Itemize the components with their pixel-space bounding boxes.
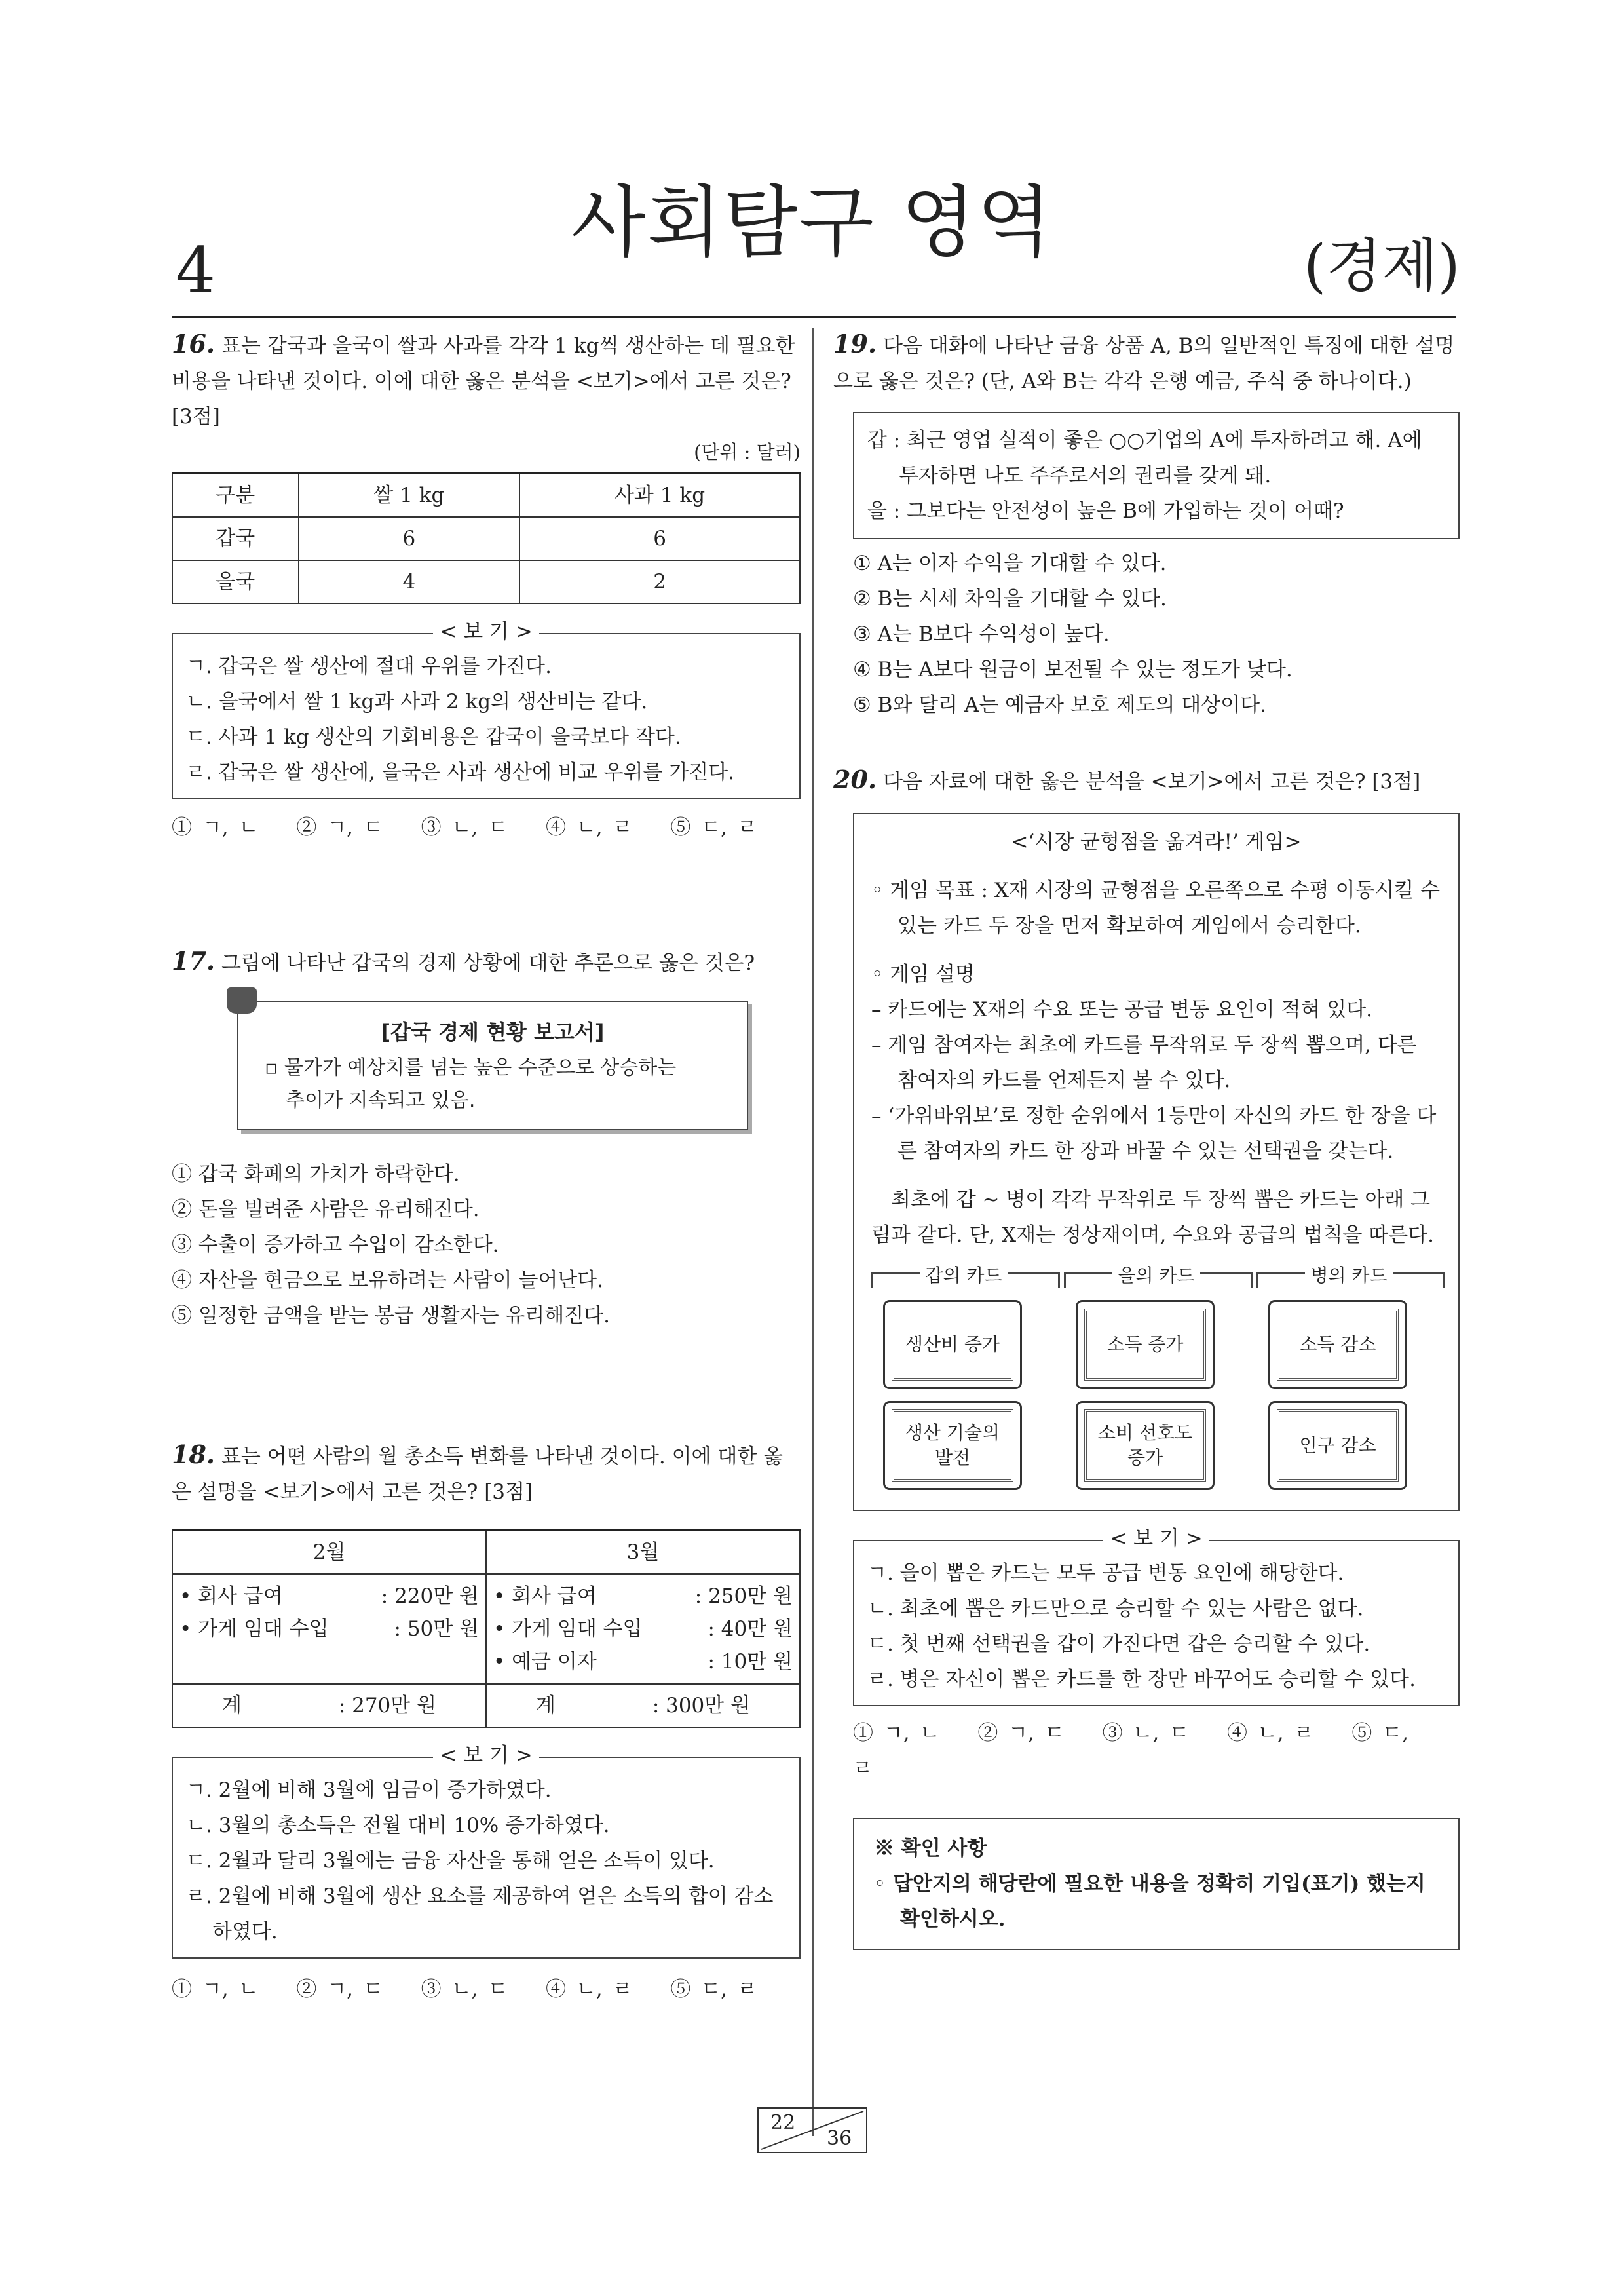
table-cell: 6 — [519, 517, 800, 560]
card — [883, 1300, 1022, 1389]
total-value: : 270만 원 — [338, 1694, 437, 1717]
confirm-text: ◦ 답안지의 해당란에 필요한 내용을 정확히 기입(표기) 했는지 확인하시오. — [874, 1872, 1426, 1931]
choice-1[interactable]: ① ㄱ, ㄴ — [172, 816, 259, 839]
item-label: • 가게 임대 수입 — [179, 1617, 329, 1641]
income-table — [172, 1529, 801, 1728]
total-cell — [486, 1684, 800, 1727]
item-value: : 10만 원 — [708, 1650, 793, 1674]
bogi-box — [172, 1744, 801, 1959]
confirm-box — [853, 1818, 1460, 1950]
question-stem: 다음 자료에 대한 옳은 분석을 <보기>에서 고른 것은? [3점] — [882, 770, 1421, 794]
table-cell: 6 — [299, 517, 520, 560]
card-sets — [871, 1265, 1441, 1495]
table-cell: 4 — [299, 560, 520, 603]
answer-choices — [853, 546, 1460, 723]
left-column — [172, 326, 801, 2007]
choice-2[interactable]: ② 돈을 빌려준 사람은 유리해진다. — [172, 1198, 480, 1221]
card — [1076, 1401, 1215, 1490]
card-label: 생산 기술의 발전 — [892, 1409, 1013, 1482]
card-set-gap — [871, 1265, 1056, 1495]
card — [1268, 1300, 1407, 1389]
table-header: 구분 — [172, 474, 299, 518]
choice-3[interactable]: ③ A는 B보다 수익성이 높다. — [853, 622, 1110, 646]
choice-3[interactable]: ③ 수출이 증가하고 수입이 감소한다. — [172, 1233, 499, 1257]
item-label: • 회사 급여 — [493, 1584, 597, 1608]
card-owner: 갑의 카드 — [920, 1265, 1007, 1286]
card-owner: 을의 카드 — [1112, 1265, 1199, 1286]
choice-4[interactable]: ④ ㄴ, ㄹ — [545, 816, 633, 839]
card-label: 소득 증가 — [1084, 1309, 1206, 1381]
question-16 — [172, 326, 801, 845]
dialog-line: 갑 : 최근 영업 실적이 좋은 ○○기업의 A에 투자하려고 해. A에 투자하면 나도 주주로서의 권리를 갖게 돼. — [867, 429, 1422, 488]
bogi-item: ㄴ. 3월의 총소득은 전월 대비 10% 증가하였다. — [186, 1814, 610, 1837]
card-label: 인구 감소 — [1277, 1409, 1399, 1482]
table-row — [172, 517, 800, 560]
question-number: 16. — [172, 329, 216, 358]
report-title: [갑국 경제 현황 보고서] — [381, 1020, 605, 1044]
question-number: 20. — [833, 765, 877, 794]
item-label: • 예금 이자 — [493, 1650, 597, 1674]
header-rule — [172, 316, 1456, 318]
bogi-title: < 보 기 > — [433, 1744, 538, 1767]
bogi-item: ㄹ. 갑국은 쌀 생산에, 을국은 사과 생산에 비교 우위를 가진다. — [186, 761, 734, 784]
choice-3[interactable]: ③ ㄴ, ㄷ — [421, 1978, 508, 2001]
answer-choices — [853, 1715, 1460, 1786]
choice-5[interactable]: ⑤ B와 달리 A는 예금자 보호 제도의 대상이다. — [853, 693, 1266, 717]
bogi-title: < 보 기 > — [1103, 1527, 1209, 1550]
bogi-item: ㄱ. 갑국은 쌀 생산에 절대 우위를 가진다. — [186, 655, 552, 678]
card — [1268, 1401, 1407, 1490]
choice-5[interactable]: ⑤ ㄷ, ㄹ — [853, 1721, 1408, 1780]
question-19 — [833, 326, 1460, 723]
choice-4[interactable]: ④ ㄴ, ㄹ — [1226, 1721, 1314, 1745]
question-stem: 그림에 나타난 갑국의 경제 상황에 대한 추론으로 옳은 것은? — [221, 951, 755, 975]
choice-1[interactable]: ① A는 이자 수익을 기대할 수 있다. — [853, 552, 1167, 575]
feb-items — [172, 1574, 486, 1684]
question-20 — [833, 762, 1460, 1950]
bogi-box — [853, 1527, 1460, 1706]
table-cell: 을국 — [172, 560, 299, 603]
choice-3[interactable]: ③ ㄴ, ㄷ — [421, 816, 508, 839]
item-value: : 250만 원 — [694, 1584, 793, 1608]
choice-1[interactable]: ① 갑국 화폐의 가치가 하락한다. — [172, 1162, 460, 1186]
card-owner: 병의 카드 — [1305, 1265, 1392, 1286]
game-desc-title: ◦ 게임 설명 — [871, 963, 975, 986]
page-indicator — [757, 2107, 867, 2153]
subject-label: (경제) — [1304, 232, 1460, 299]
bogi-item: ㄴ. 최초에 뽑은 카드만으로 승리할 수 있는 사람은 없다. — [867, 1597, 1364, 1620]
choice-1[interactable]: ① ㄱ, ㄴ — [172, 1978, 259, 2001]
choice-2[interactable]: ② ㄱ, ㄷ — [977, 1721, 1065, 1745]
choice-4[interactable]: ④ 자산을 현금으로 보유하려는 사람이 늘어난다. — [172, 1269, 604, 1292]
choice-2[interactable]: ② B는 시세 차익을 기대할 수 있다. — [853, 587, 1167, 611]
question-17 — [172, 944, 801, 1333]
table-header: 2월 — [172, 1531, 486, 1575]
game-rule: – ‘가위바위보’로 정한 순위에서 1등만이 자신의 카드 한 장을 다른 참여자의 카드 한 장과 바꿀 수 있는 선택권을 갖는다. — [871, 1104, 1437, 1163]
report-text: ▫ 물가가 예상치를 넘는 높은 수준으로 상승하는 — [265, 1056, 677, 1079]
pin-icon — [227, 987, 257, 1014]
bogi-item: ㄹ. 병은 자신이 뽑은 카드를 한 장만 바꾸어도 승리할 수 있다. — [867, 1668, 1416, 1691]
confirm-title: ※ 확인 사항 — [874, 1837, 987, 1860]
card-set-byeong — [1256, 1265, 1441, 1495]
game-box — [853, 813, 1460, 1511]
column-divider — [812, 328, 814, 2136]
card — [1076, 1300, 1215, 1389]
choice-4[interactable]: ④ ㄴ, ㄹ — [545, 1978, 633, 2001]
item-value: : 50만 원 — [394, 1617, 479, 1641]
bogi-box — [172, 620, 801, 799]
bogi-item: ㄷ. 사과 1 kg 생산의 기회비용은 갑국이 을국보다 작다. — [186, 725, 681, 749]
game-rule: – 게임 참여자는 최초에 카드를 무작위로 두 장씩 뽑으며, 다른 참여자의 카드를 언제든지 볼 수 있다. — [871, 1033, 1417, 1092]
game-goal: ◦ 게임 목표 : X재 시장의 균형점을 오른쪽으로 수평 이동시킬 수 있는 카드 두 장을 먼저 확보하여 게임에서 승리한다. — [871, 879, 1441, 938]
table-row — [172, 1684, 800, 1727]
unit-label: (단위 : 달러) — [694, 441, 801, 463]
question-number: 18. — [172, 1440, 216, 1469]
choice-5[interactable]: ⑤ 일정한 금액을 받는 봉급 생활자는 유리해진다. — [172, 1304, 610, 1328]
game-rule: – 카드에는 X재의 수요 또는 공급 변동 요인이 적혀 있다. — [871, 998, 1372, 1022]
answer-choices — [172, 810, 801, 845]
page-number: 4 — [176, 234, 216, 307]
total-cell — [172, 1684, 486, 1727]
bogi-item: ㄷ. 2월과 달리 3월에는 금융 자산을 통해 얻은 소득이 있다. — [186, 1849, 715, 1873]
choice-2[interactable]: ② ㄱ, ㄷ — [296, 1978, 383, 2001]
answer-choices — [172, 1972, 801, 2007]
total-value: : 300만 원 — [652, 1694, 751, 1717]
card-label: 소비 선호도 증가 — [1084, 1409, 1206, 1482]
bogi-title: < 보 기 > — [433, 620, 538, 643]
total-label: 계 — [535, 1694, 556, 1717]
question-stem: 표는 갑국과 을국이 쌀과 사과를 각각 1 kg씩 생산하는 데 필요한 비용을 나타낸 것이다. 이에 대한 옳은 분석을 <보기>에서 고른 것은? [3점] — [172, 334, 795, 429]
card-set-eul — [1064, 1265, 1249, 1495]
table-header: 사과 1 kg — [519, 474, 800, 518]
card — [883, 1401, 1022, 1490]
question-stem: 표는 어떤 사람의 월 총소득 변화를 나타낸 것이다. 이에 대한 옳은 설명을 <보기>에서 고른 것은? [3점] — [172, 1445, 784, 1504]
item-label: • 가게 임대 수입 — [493, 1617, 643, 1641]
report-text: 추이가 지속되고 있음. — [286, 1089, 476, 1112]
choice-5[interactable]: ⑤ ㄷ, ㄹ — [670, 1978, 757, 2001]
table-cell: 2 — [519, 560, 800, 603]
choice-4[interactable]: ④ B는 A보다 원금이 보전될 수 있는 정도가 낮다. — [853, 658, 1293, 681]
table-row — [172, 560, 800, 603]
answer-choices — [172, 1157, 801, 1333]
item-value: : 220만 원 — [381, 1584, 479, 1608]
game-title: <‘시장 균형점을 옮겨라!’ 게임> — [1011, 830, 1302, 854]
game-note: 최초에 갑 ~ 병이 각각 무작위로 두 장씩 뽑은 카드는 아래 그림과 같다. 단, X재는 정상재이며, 수요와 공급의 법칙을 따른다. — [871, 1188, 1435, 1247]
dialog-box — [853, 412, 1460, 539]
bogi-item: ㄹ. 2월에 비해 3월에 생산 요소를 제공하여 얻은 소득의 합이 감소하였다. — [186, 1885, 774, 1943]
total-label: 계 — [221, 1694, 242, 1717]
report-box — [237, 1001, 748, 1130]
choice-5[interactable]: ⑤ ㄷ, ㄹ — [670, 816, 757, 839]
choice-3[interactable]: ③ ㄴ, ㄷ — [1102, 1721, 1190, 1745]
question-number: 17. — [172, 946, 216, 976]
right-column — [833, 326, 1460, 1950]
question-stem: 다음 대화에 나타난 금융 상품 A, B의 일반적인 특징에 대한 설명으로 옳은 것은? (단, A와 B는 각각 은행 예금, 주식 중 하나이다.) — [833, 334, 1455, 393]
bogi-item: ㄴ. 을국에서 쌀 1 kg과 사과 2 kg의 생산비는 같다. — [186, 690, 648, 714]
bogi-item: ㄱ. 을이 뽑은 카드는 모두 공급 변동 요인에 해당한다. — [867, 1561, 1344, 1585]
cost-table — [172, 472, 801, 604]
choice-2[interactable]: ② ㄱ, ㄷ — [296, 816, 383, 839]
card-label: 생산비 증가 — [892, 1309, 1013, 1381]
table-row — [172, 1574, 800, 1684]
mar-items — [486, 1574, 800, 1684]
table-header: 쌀 1 kg — [299, 474, 520, 518]
bogi-item: ㄷ. 첫 번째 선택권을 갑이 가진다면 갑은 승리할 수 있다. — [867, 1632, 1370, 1656]
current-page: 22 — [770, 2111, 796, 2134]
card-label: 소득 감소 — [1277, 1309, 1399, 1381]
dialog-line: 을 : 그보다는 안전성이 높은 B에 가입하는 것이 어때? — [867, 499, 1344, 523]
page-title: 사회탐구 영역 — [571, 177, 1053, 267]
question-18 — [172, 1437, 801, 2007]
question-number: 19. — [833, 329, 877, 358]
bogi-item: ㄱ. 2월에 비해 3월에 임금이 증가하였다. — [186, 1778, 552, 1802]
item-label: • 회사 급여 — [179, 1584, 283, 1608]
table-header: 3월 — [486, 1531, 800, 1575]
choice-1[interactable]: ① ㄱ, ㄴ — [853, 1721, 940, 1745]
item-value: : 40만 원 — [708, 1617, 793, 1641]
table-cell: 갑국 — [172, 517, 299, 560]
total-pages: 36 — [827, 2127, 852, 2150]
